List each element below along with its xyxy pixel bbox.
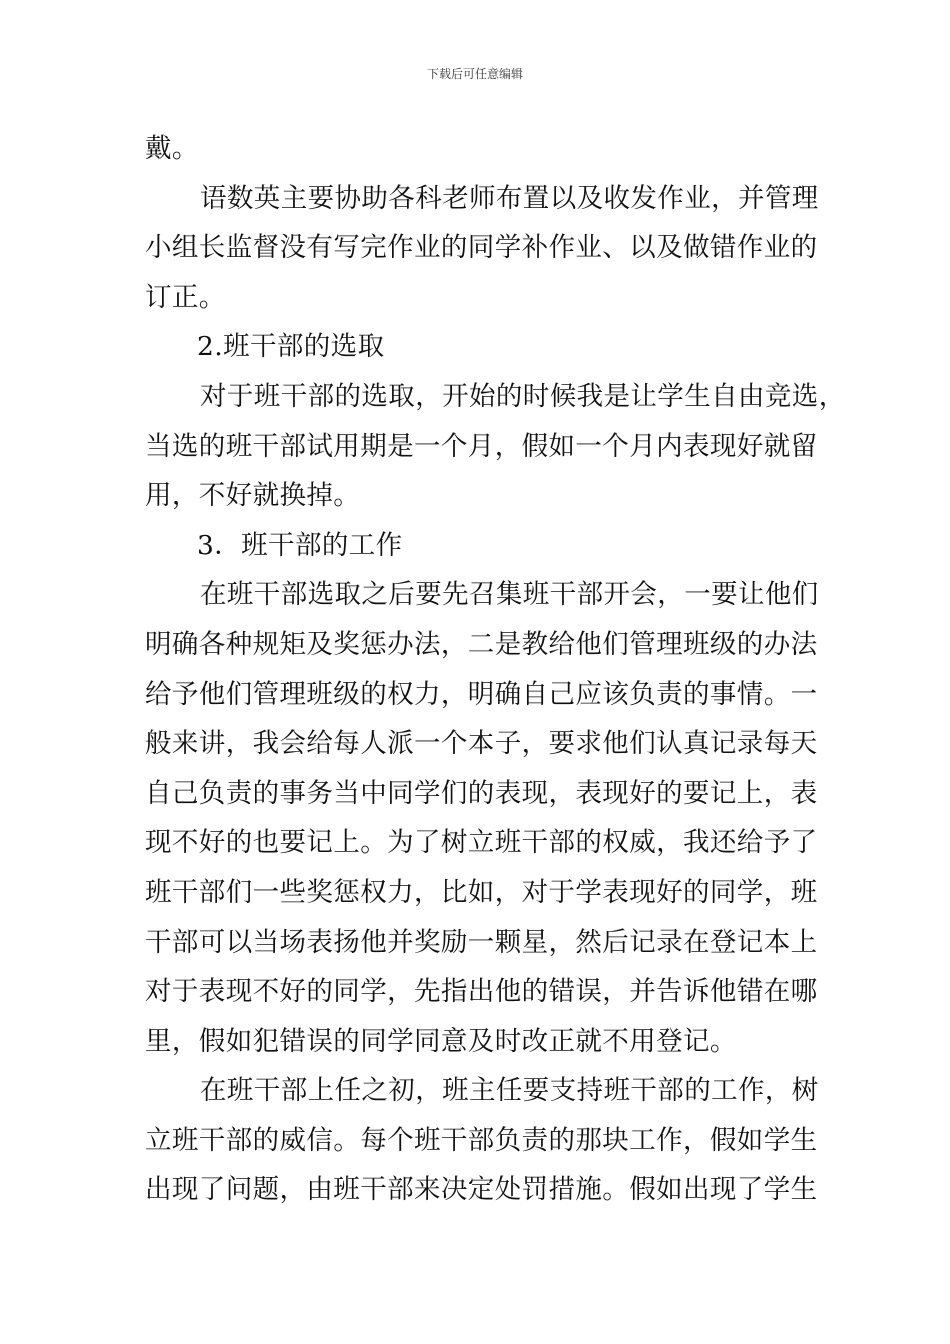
section-heading-2: 2.班干部的选取 (197, 331, 385, 363)
text-line: 用，不好就换掉。 (145, 480, 361, 512)
text-line: 干部可以当场表扬他并奖励一颗星，然后记录在登记本上 (145, 926, 818, 958)
text-line: 里，假如犯错误的同学同意及时改正就不用登记。 (145, 1025, 737, 1057)
text-line: 订正。 (145, 281, 226, 313)
paragraph-start-line: 在班干部上任之初，班主任要支持班干部的工作，树 (200, 1075, 819, 1107)
text-line: 戴。 (145, 133, 199, 164)
text-line: 当选的班干部试用期是一个月，假如一个月内表现好就留 (145, 430, 818, 462)
text-line: 班干部们一些奖惩权力，比如，对于学表现好的同学，班 (145, 876, 818, 908)
text-line: 自己负责的事务当中同学们的表现，表现好的要记上，表 (145, 777, 818, 809)
paragraph-start-line: 对于班干部的选取，开始的时候我是让学生自由竞选， (200, 380, 846, 412)
text-line: 出现了问题，由班干部来决定处罚措施。假如出现了学生 (145, 1174, 818, 1206)
text-line: 现不好的也要记上。为了树立班干部的权威，我还给予了 (145, 827, 818, 859)
text-line: 对于表现不好的同学，先指出他的错误，并告诉他错在哪 (145, 976, 818, 1008)
section-heading-3: 3．班干部的工作 (197, 529, 403, 561)
document-body (145, 124, 846, 1215)
text-line: 明确各种规矩及奖惩办法，二是教给他们管理班级的办法 (145, 628, 818, 660)
text-line: 给予他们管理班级的权力，明确自己应该负责的事情。一 (145, 678, 818, 710)
paragraph-start-line: 语数英主要协助各科老师布置以及收发作业，并管理 (200, 182, 819, 214)
page-header: 下载后可任意编辑 (426, 67, 523, 81)
text-line: 小组长监督没有写完作业的同学补作业、以及做错作业的 (145, 232, 818, 264)
text-line: 立班干部的威信。每个班干部负责的那块工作，假如学生 (145, 1124, 818, 1156)
text-line: 般来讲，我会给每人派一个本子，要求他们认真记录每天 (145, 728, 818, 760)
paragraph-start-line: 在班干部选取之后要先召集班干部开会，一要让他们 (200, 579, 819, 611)
